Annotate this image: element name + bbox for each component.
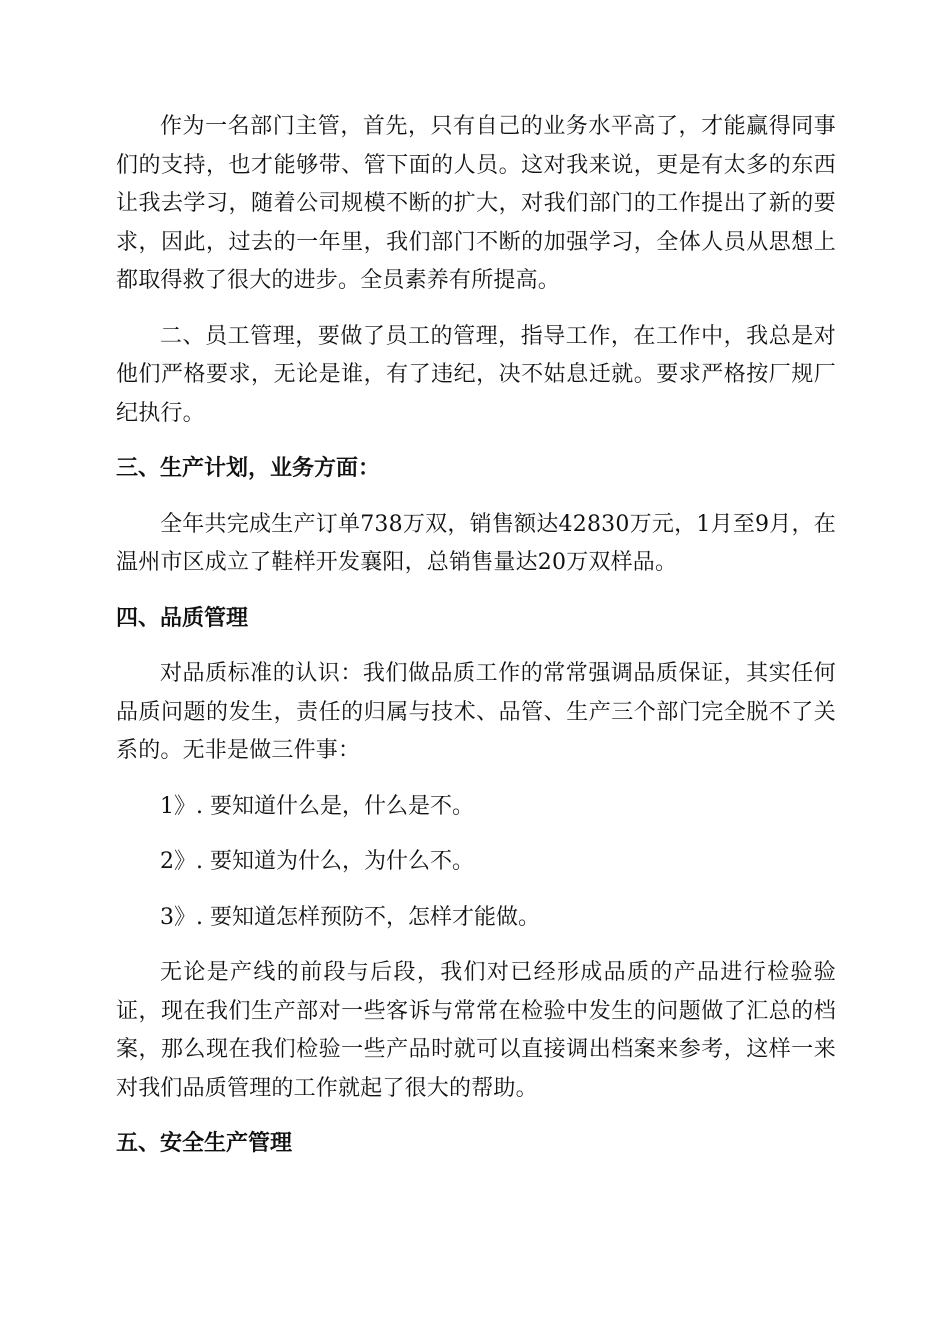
heading-safety-management: 五、安全生产管理 [116,1131,293,1156]
heading-production-plan: 三、生产计划，业务方面： [116,456,381,481]
list-item-3: 3》. 要知道怎样预防不，怎样才能做。 [160,904,540,930]
paragraph-production-figures: 全年共完成生产订单738万双，销售额达42830万元，1月至9月，在温州市区成立了鞋样开发襄阳，总销售量达20万双样品。 [116,511,836,575]
heading-quality-management: 四、品质管理 [116,605,249,631]
paragraph-supervisor-learning: 作为一名部门主管，首先，只有自己的业务水平高了，才能赢得同事们的支持，也才能够带、管下面的人员。这对我来说，更是有太多的东西让我去学习，随着公司规模不断的扩大，对我们部门的工作提出了新的要求，因此，过去的一年里，我们部门不断的加强学习，全体人员从思想上都取得救了很大的进步。全员素养有所提高。 [116,114,836,293]
list-item-2: 2》. 要知道为什么，为什么不。 [160,849,474,874]
paragraph-quality-standards: 对品质标准的认识：我们做品质工作的常常强调品质保证，其实任何品质问题的发生，责任的归属与技术、品管、生产三个部门完全脱不了关系的。无非是做三件事： [116,661,836,763]
paragraph-staff-management: 二、员工管理，要做了员工的管理，指导工作，在工作中，我总是对他们严格要求，无论是谁，有了违纪，决不姑息迁就。要求严格按厂规厂纪执行。 [116,323,836,426]
document-body [116,108,836,1181]
list-item-1: 1》. 要知道什么是，什么是不。 [160,793,474,819]
paragraph-inspection-archive: 无论是产线的前段与后段，我们对已经形成品质的产品进行检验验证，现在我们生产部对一些客诉与常常在检验中发生的问题做了汇总的档案，那么现在我们检验一些产品时就可以直接调出档案来参考，这样一来对我们品质管理的工作就起了很大的帮助。 [116,960,836,1101]
